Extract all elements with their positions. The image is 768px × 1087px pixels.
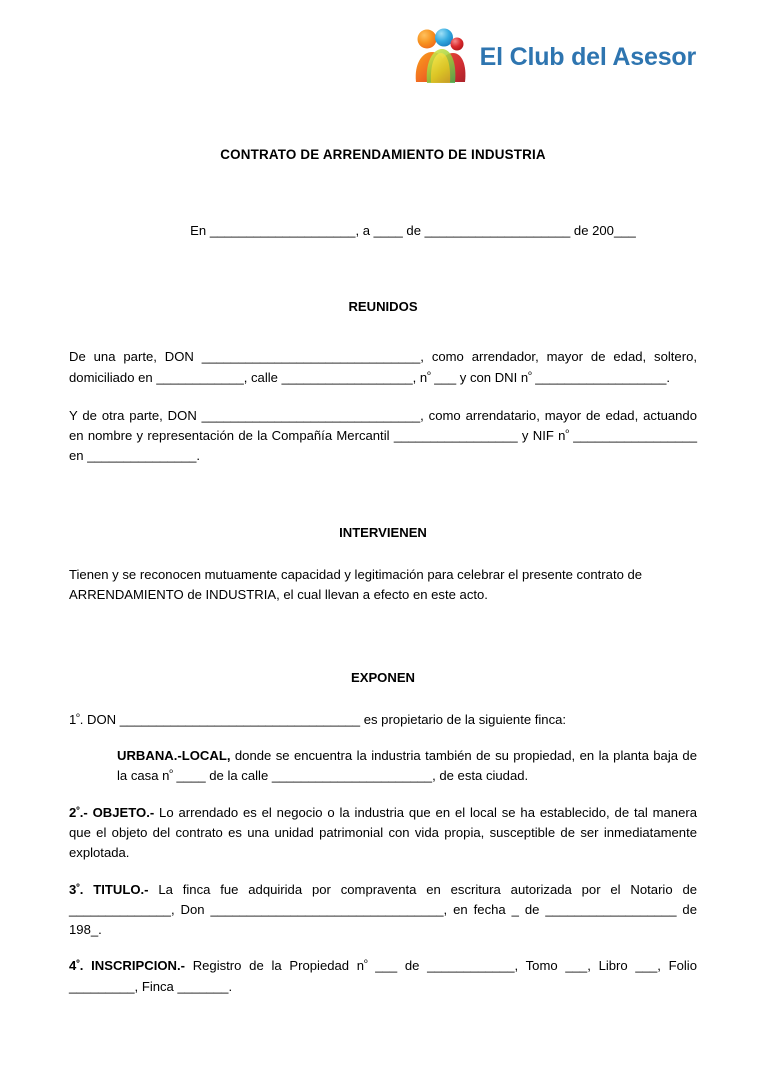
paragraph-party-one: De una parte, DON ______________________________, como arrendador, mayor de edad, soltero, domiciliado en ____________, calle __________________, $n^º$ ___ y con DNI $n^º$ __________________. xyxy=(69,349,697,385)
clause-4-title: INSCRIPCION.- xyxy=(91,958,185,974)
section-heading-intervienen: INTERVIENEN xyxy=(339,524,427,540)
clause-urbana-local-title: URBANA.-LOCAL, xyxy=(117,748,231,764)
clause-2-text: Lo arrendado es el negocio o la industria que en el local se ha establecido, de tal manera que el objeto del contrato es una unidad patrimonial con vida propia, susceptible de ser inmediatamente explotada. xyxy=(69,804,698,861)
page-title: CONTRATO DE ARRENDAMIENTO DE INDUSTRIA xyxy=(220,147,546,162)
clause-4-number: $4^º$. xyxy=(69,957,84,974)
date-place-line: En ____________________, a ____ de ____________________ de 200___ xyxy=(190,222,636,238)
clause-4-inscripcion xyxy=(69,956,697,997)
clause-4-text: Registro de la Propiedad $n^º$ ___ de ____________, Tomo ___, Libro ___, Folio _________, Finca _______. xyxy=(69,957,697,994)
clause-2-objeto xyxy=(69,803,697,864)
clause-3-title: TITULO.- xyxy=(93,881,149,897)
clause-1-propietario: $1^º$. DON _________________________________ es propietario de la siguiente finca: xyxy=(69,710,567,727)
clause-3-text: La finca fue adquirida por compraventa en escritura autorizada por el Notario de ______________, Don ________________________________, en fecha _ de __________________ de 198_. xyxy=(69,881,698,938)
clause-2-title: OBJETO.- xyxy=(92,804,155,820)
clause-3-titulo xyxy=(69,880,697,941)
document-body xyxy=(69,0,697,997)
brand-name: El Club del Asesor xyxy=(479,42,696,71)
clause-urbana-local xyxy=(69,746,697,787)
clause-3-number: $3^º$. xyxy=(69,880,84,897)
clause-urbana-local-text: donde se encuentra la industria también de su propiedad, en la planta baja de la casa $n^º$ ____ de la calle ______________________, de esta ciudad. xyxy=(117,748,697,784)
paragraph-party-two: Y de otra parte, DON ______________________________, como arrendatario, mayor de edad, actuando en nombre y representación de la Compañía Mercantil _________________ y NIF $n^º$ _________________ en _______________. xyxy=(69,407,697,464)
section-heading-exponen: EXPONEN xyxy=(350,669,416,685)
clause-2-number: $2^º.-$ xyxy=(69,803,88,820)
section-heading-reunidos: REUNIDOS xyxy=(348,299,418,315)
paragraph-intervienen: Tienen y se reconocen mutuamente capacidad y legitimación para celebrar el presente contrato de ARRENDAMIENTO de INDUSTRIA, el cual llevan a efecto en este acto. xyxy=(69,567,643,603)
